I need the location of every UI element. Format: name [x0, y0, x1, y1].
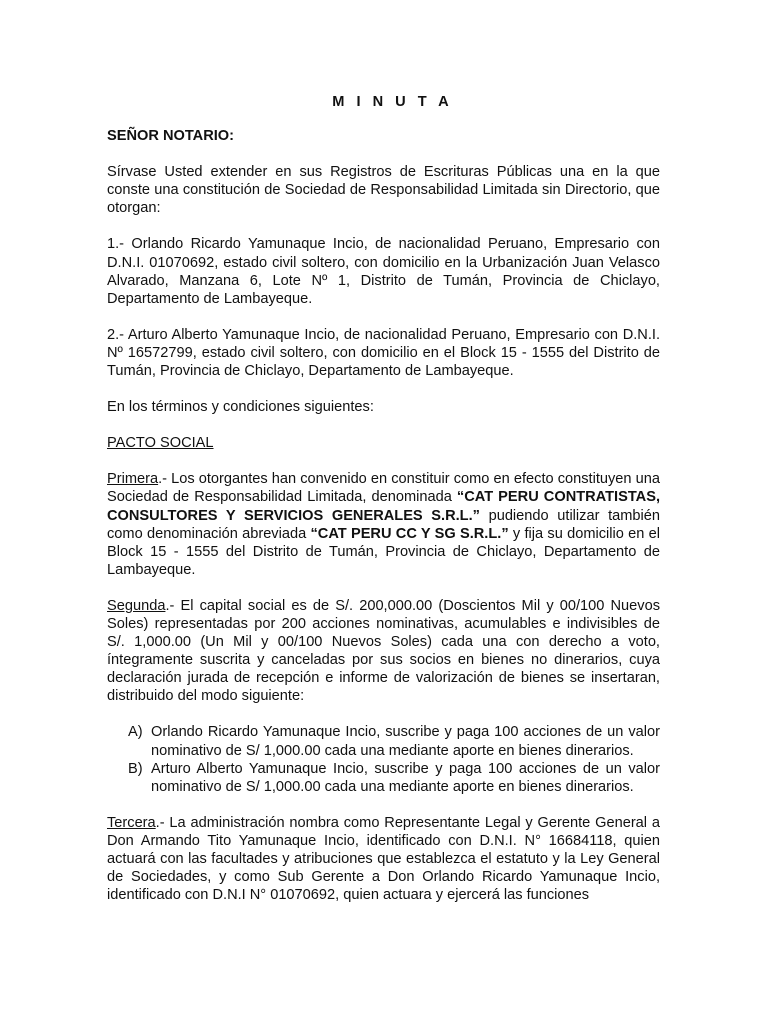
list-marker: B) [128, 760, 143, 777]
clause-primera [107, 470, 660, 579]
clause-text: .- La administración nombra como Representante Legal y Gerente General a Don Armando Tito Yamunaque Incio, identificado con D.N.I. N° 16684118, quien actuará con las facultades y atribuciones que establezca el estatuto y la Ley General de Sociedades, y como Sub Gerente a Don Orlando Ricardo Yamunaque Incio, identificado con D.N.I N° 01070692, quien actuara y ejercerá las funciones [107, 814, 660, 904]
list-item-text: Orlando Ricardo Yamunaque Incio, suscribe y paga 100 acciones de un valor nominativo de S/ 1,000.00 cada una mediante aporte en bienes dinerarios. [151, 724, 660, 759]
clause-tercera [107, 814, 660, 904]
party-2-paragraph: 2.- Arturo Alberto Yamunaque Incio, de nacionalidad Peruano, Empresario con D.N.I. Nº 16572799, estado civil soltero, con domicilio en el Block 15 - 1555 del Distrito de Tumán, Provincia de Chiclayo, Departamento de Lambayeque. [107, 326, 660, 380]
salutation: SEÑOR NOTARIO: [107, 128, 235, 145]
clause-text: .- Los otorgantes han convenido en constituir como en efecto constituyen una Sociedad de Responsabilidad Limitada, denominada [107, 471, 660, 506]
list-marker: A) [128, 724, 143, 741]
clause-label: Segunda [107, 597, 166, 614]
company-name-full: “CAT PERU CONTRATISTAS, CONSULTORES Y SERVICIOS GENERALES S.R.L.” [107, 489, 660, 524]
list-item-text: Arturo Alberto Yamunaque Incio, suscribe y paga 100 acciones de un valor nominativo de S/ 1,000.00 cada una mediante aporte en bienes dinerarios. [151, 760, 660, 795]
clause-text: y fija su domicilio en el Block 15 - 1555 del Distrito de Tumán, Provincia de Chiclayo, Departamento de Lambayeque. [107, 525, 660, 578]
list-item [107, 723, 660, 759]
terms-intro: En los términos y condiciones siguientes: [107, 399, 374, 416]
contribution-list [107, 723, 660, 795]
clause-text: pudiendo utilizar también como denominación abreviada [107, 507, 660, 542]
document-title: M I N U T A [332, 94, 453, 110]
list-item [107, 760, 660, 796]
company-name-short: “CAT PERU CC Y SG S.R.L.” [310, 525, 509, 542]
clause-segunda [107, 597, 660, 706]
clause-label: Tercera [107, 814, 156, 831]
document-body [107, 93, 660, 922]
intro-paragraph: Sírvase Usted extender en sus Registros de Escrituras Públicas una en la que conste una constitución de Sociedad de Responsabilidad Limitada sin Directorio, que otorgan: [107, 164, 660, 217]
clause-label: Primera [107, 471, 159, 488]
clause-text: .- El capital social es de S/. 200,000.00 (Doscientos Mil y 00/100 Nuevos Soles) representadas por 200 acciones nominativas, acumulables e indivisibles de S/. 1,000.00 (Un Mil y 00/100 Nuevos Soles) cada una con derecho a voto, íntegramente suscrita y canceladas por sus socios en bienes no dinerarios, cuya declaración jurada de recepción e informe de valorización de bienes se insertaran, distribuido del modo siguiente: [107, 597, 660, 705]
party-1-paragraph: 1.- Orlando Ricardo Yamunaque Incio, de nacionalidad Peruano, Empresario con D.N.I. 01070692, estado civil soltero, con domicilio en la Urbanización Juan Velasco Alvarado, Manzana 6, Lote Nº 1, Distrito de Tumán, Provincia de Chiclayo, Departamento de Lambayeque. [107, 236, 660, 307]
section-heading-pacto-social: PACTO SOCIAL [107, 435, 214, 452]
